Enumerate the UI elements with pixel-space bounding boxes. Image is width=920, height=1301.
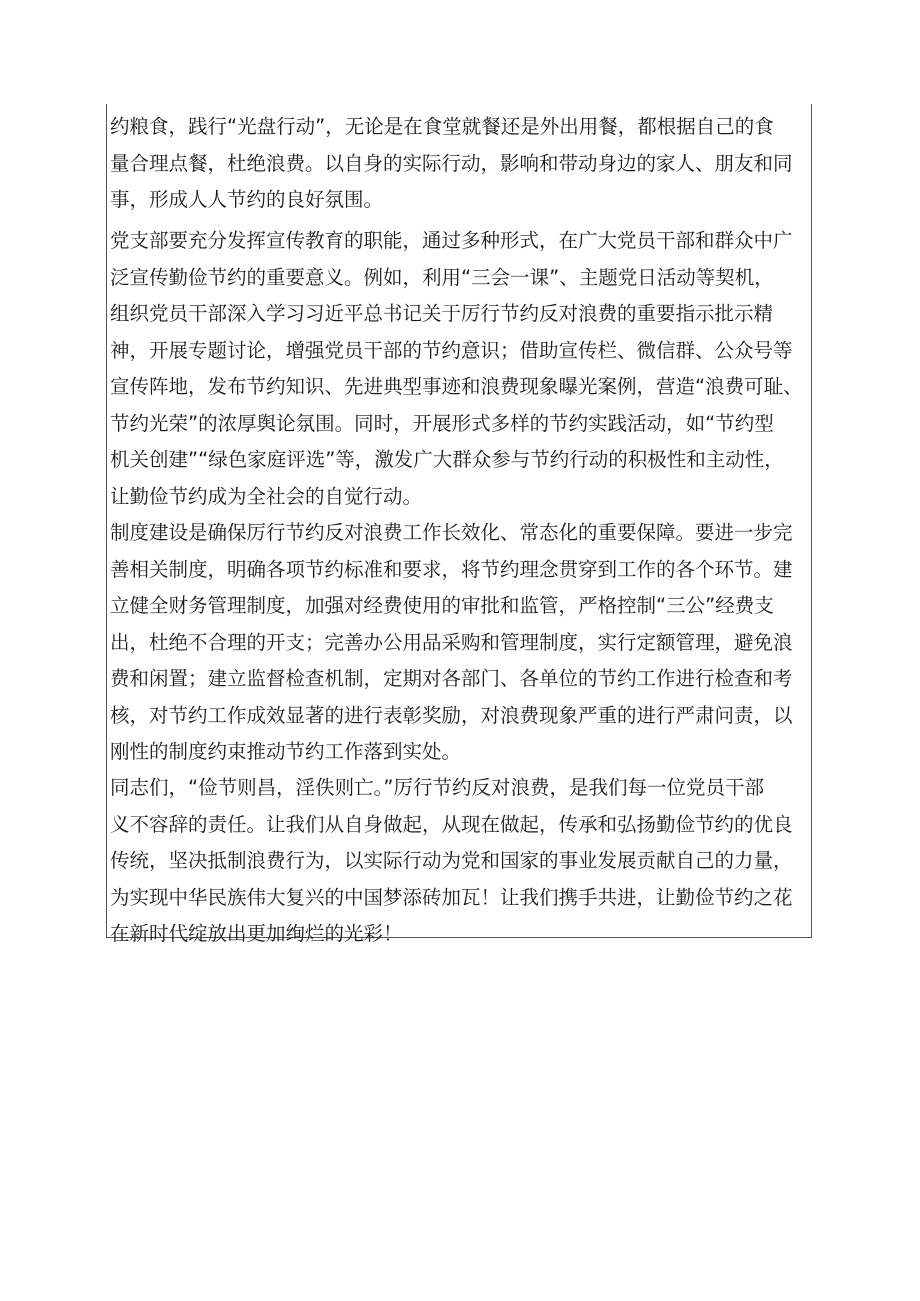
text-line: 量合理点餐，杜绝浪费。以自身的实际行动，影响和带动身边的家人、朋友和同 <box>110 151 793 175</box>
paragraph-3 <box>107 515 811 771</box>
text-line: 事，形成人人节约的良好氛围。 <box>110 188 384 211</box>
text-line: 节约光荣”的浓厚舆论氛围。同时，开展形式多样的节约实践活动，如“节约型 <box>110 411 774 435</box>
text-line: 出，杜绝不合理的开支；完善办公用品采购和管理制度，实行定额管理，避免浪 <box>110 630 793 654</box>
text-line: 在新时代绽放出更加绚烂的光彩！ <box>110 922 403 945</box>
text-line: 费和闲置；建立监督检查机制，定期对各部门、各单位的节约工作进行检查和考 <box>110 667 793 690</box>
text-line: 为实现中华民族伟大复兴的中国梦添砖加瓦！让我们携手共进，让勤俭节约之花 <box>110 885 793 909</box>
text-line: 约粮食，践行“光盘行动”，无论是在食堂就餐还是外出用餐，都根据自己的食 <box>110 115 774 138</box>
text-line: 刚性的制度约束推动节约工作落到实处。 <box>110 740 462 763</box>
text-line: 核，对节约工作成效显著的进行表彰奖励，对浪费现象严重的进行严肃问责，以 <box>110 703 793 727</box>
text-line: 宣传阵地，发布节约知识、先进典型事迹和浪费现象曝光案例，营造“浪费可耻、 <box>110 375 803 398</box>
text-line: 机关创建”“绿色家庭评选”等，激发广大群众参与节约行动的积极性和主动性， <box>110 448 784 471</box>
text-line: 党支部要充分发挥宣传教育的职能，通过多种形式，在广大党员干部和群众中广 <box>110 229 793 252</box>
paragraph-2 <box>107 223 811 515</box>
text-line: 善相关制度，明确各项节约标准和要求，将节约理念贯穿到工作的各个环节。建 <box>110 557 793 581</box>
text-line: 传统，坚决抵制浪费行为，以实际行动为党和国家的事业发展贡献自己的力量， <box>110 849 793 872</box>
text-line: 组织党员干部深入学习习近平总书记关于厉行节约反对浪费的重要指示批示精 <box>110 302 774 325</box>
text-line: 制度建设是确保厉行节约反对浪费工作长效化、常态化的重要保障。要进一步完 <box>110 521 793 544</box>
text-line: 泛宣传勤俭节约的重要意义。例如，利用“三会一课”、主题党日活动等契机， <box>110 265 774 289</box>
text-line: 义不容辞的责任。让我们从自身做起，从现在做起，传承和弘扬勤俭节约的优良 <box>110 812 793 836</box>
text-line: 让勤俭节约成为全社会的自觉行动。 <box>110 484 423 508</box>
text-line: 立健全财务管理制度，加强对经费使用的审批和监管，严格控制“三公”经费支 <box>110 594 774 617</box>
text-line: 同志们，“俭节则昌，淫佚则亡。”厉行节约反对浪费，是我们每一位党员干部 <box>110 776 764 799</box>
text-line: 神，开展专题讨论，增强党员干部的节约意识；借助宣传栏、微信群、公众号等 <box>110 338 793 362</box>
paragraph-4 <box>107 770 811 953</box>
document-text-box <box>106 104 812 945</box>
paragraph-1 <box>107 109 811 219</box>
